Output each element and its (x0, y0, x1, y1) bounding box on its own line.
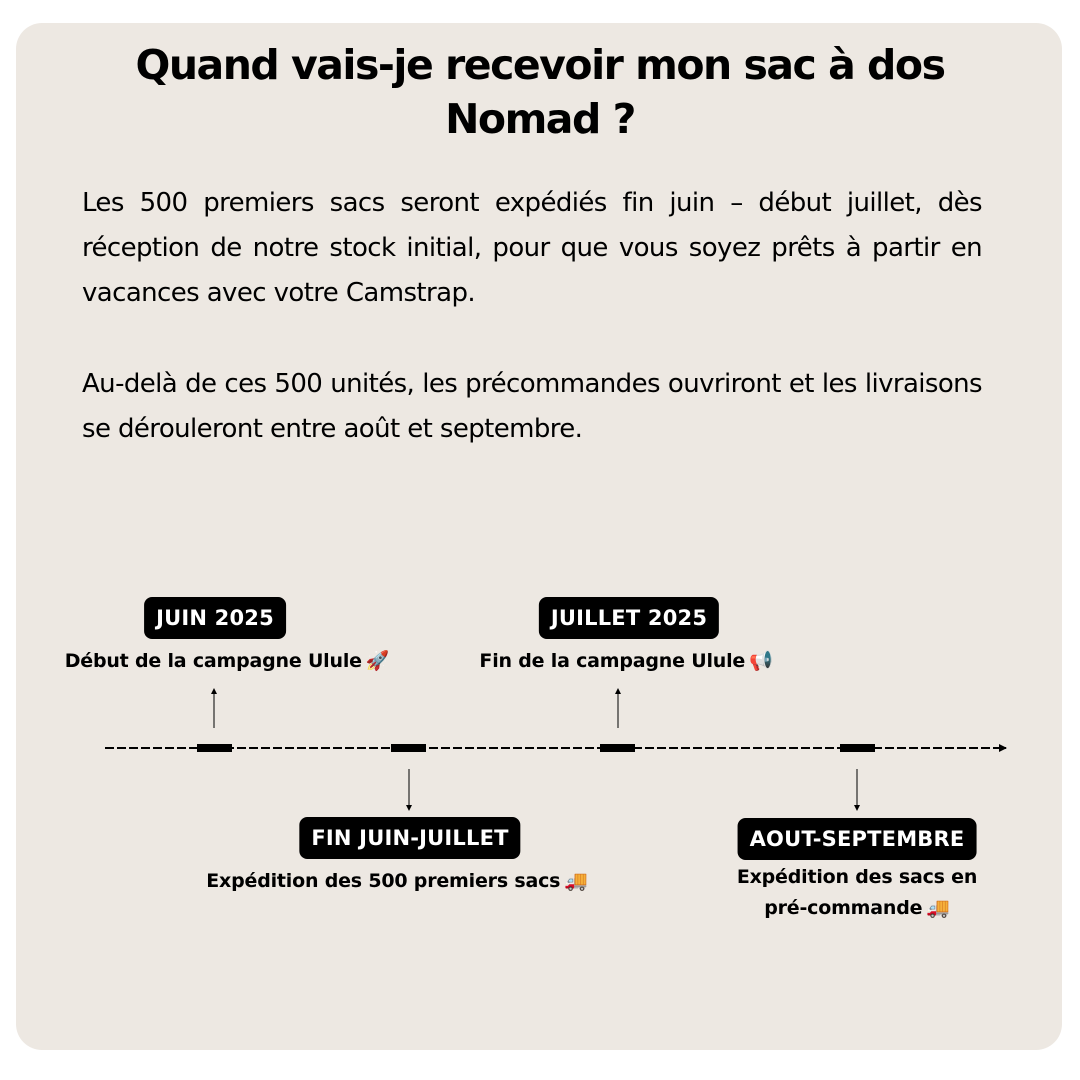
milestone-label-line-1: Expédition des sacs en (736, 866, 978, 888)
milestone-badge-juillet-2025: JUILLET 2025 (539, 597, 719, 639)
megaphone-icon: 📢 (749, 650, 773, 672)
milestone-label-text: Expédition des 500 premiers sacs (206, 870, 561, 892)
milestone-label-text: Début de la campagne Ulule (64, 650, 362, 672)
truck-icon: 🚚 (564, 870, 588, 892)
timeline-marker-3 (600, 744, 635, 752)
milestone-label-preorder-shipping (737, 862, 977, 924)
rocket-icon: 🚀 (365, 650, 390, 672)
milestone-label-campaign-start (65, 646, 390, 677)
milestone-label-first-shipping (206, 866, 587, 897)
timeline-marker-1 (197, 744, 232, 752)
milestone-badge-fin-juin-juillet: FIN JUIN-JUILLET (299, 817, 520, 859)
intro-paragraph: Les 500 premiers sacs seront expédiés fin juin – début juillet, dès réception de notre stock initial, pour que vous soyez prêts à partir en vacances avec votre Camstrap. (82, 188, 982, 308)
timeline-marker-4 (840, 744, 875, 752)
milestone-badge-aout-septembre: AOUT-SEPTEMBRE (738, 818, 977, 860)
milestone-label-line-2: pré-commande (764, 897, 923, 919)
page-title: Quand vais-je recevoir mon sac à dos Nomad ? (135, 41, 945, 143)
truck-icon: 🚚 (926, 897, 950, 919)
timeline-marker-2 (391, 744, 426, 752)
milestone-label-campaign-end (479, 646, 772, 677)
preorder-paragraph: Au-delà de ces 500 unités, les précommandes ouvriront et les livraisons se dérouleront entre août et septembre. (82, 369, 982, 444)
milestone-badge-juin-2025: JUIN 2025 (144, 597, 286, 639)
milestone-label-text: Fin de la campagne Ulule (479, 650, 746, 672)
